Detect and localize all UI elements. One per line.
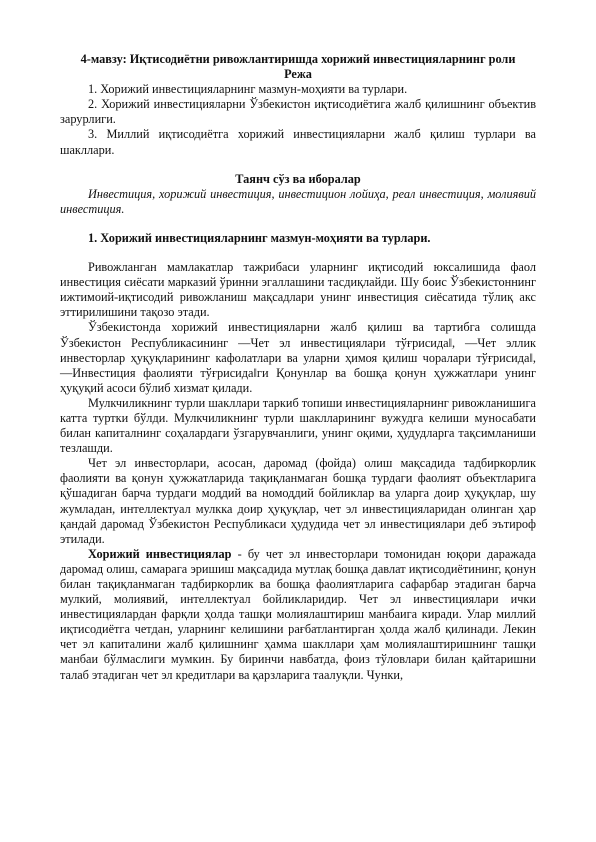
plan-heading: Режа — [284, 67, 312, 82]
paragraph-2: Ўзбекистонда хорижий инвестицияларни жалб қилиш ва тартибга солишда Ўзбекистон Республикасининг ―Чет эл инвестициялари тўғрисида‖, ―Чет эллик инвесторлар ҳуқуқларининг кафолатлари ва уларни ҳимоя қилиш чоралари тўғрисида‖, ―Инвестиция фаолияти тўғрисида‖ги Қонунлар ва бошқа қонун ҳужжатлари унинг ҳуқуқий асоси бўлиб хизмат қилади. — [60, 320, 536, 395]
definition-text: - бу чет эл инвесторлари томонидан юқори даражада даромад олиш, самарага эришиш мақсадида мутлақ бошқа давлат иқтисодиётининг, қонун билан тақиқланмаган тадбиркорлик ва бошқа фаолиятларига сафарбар этадиган барча мулкий, молиявий, интеллектуал бойликларидир. Чет эл инвестициялари ички инвестициялардан фарқли ҳолда ташқи молиялаштириш манбаига киради. Улар миллий иқтисодиётга четдан, уларнинг келишини рағбатлантирган ҳолда жалб қилинади. Лекин чет эл капиталини жалб қилишнинг ҳамма шакллари ҳам молиялаштиришнинг ташқи манбаи бўлмаслиги мумкин. Бу биринчи навбатда, фоиз тўловлари билан қайтаришни талаб этадиган чет эл кредитлари ва қарзларига таалуқли. Чунки, — [60, 546, 536, 682]
paragraph-1: Ривожланган мамлакатлар тажрибаси уларнинг иқтисодий юксалишида фаол инвестиция сиёсати марказий ўринни эгаллашини тасдиқлайди. Шу боис Ўзбекистоннинг ижтимоий-иқтисодий ривожланиш мақсадлари унинг инвестиция сиёсатида тўлиқ акс эттирилишини тақозо этади. — [60, 260, 536, 320]
paragraph-5 — [60, 547, 536, 683]
document-title: 4-мавзу: Иқтисодиётни ривожлантиришда хорижий инвестицияларнинг роли — [80, 52, 516, 66]
plan-item-3: 3. Миллий иқтисодиётга хорижий инвестицияларни жалб қилиш турлари ва шакллари. — [60, 127, 536, 157]
paragraph-4: Чет эл инвесторлари, асосан, даромад (фойда) олиш мақсадида тадбиркорлик фаолияти ва қонун ҳужжатларида тақиқланмаган бошқа турдаги фаолият объектларига қўшадиган барча турдаги моддий ва номоддий бойликлар ва уларга доир ҳуқуқлар, шу жумладан, интеллектуал мулкка доир ҳуқуқлар, чет эл инвестицияларидан олинган ҳар қандай даромад Ўзбекистон Республикаси ҳудудида чет эл инвестициялари деб эътироф этилади. — [60, 456, 536, 546]
document-page — [60, 52, 536, 683]
section-heading: 1. Хорижий инвестицияларнинг мазмун-моҳияти ва турлари. — [88, 230, 431, 245]
paragraph-3: Мулкчиликнинг турли шакллари таркиб топиши инвестицияларнинг ривожланишига катта туртки бўлди. Мулкчиликнинг турли шаклларининг вужудга келиши муносабати билан капиталнинг соҳалардаги ўзгарувчанлиги, унинг оқими, ҳудудларга тақсимланиши тезлашди. — [60, 395, 537, 456]
plan-item-1: 1. Хорижий инвестицияларнинг мазмун-моҳияти ва турлари. — [88, 82, 408, 97]
plan-item-2: 2. Хорижий инвестицияларни Ўзбекистон иқтисодиётига жалб қилишнинг объектив зарурлиги. — [60, 97, 536, 127]
keywords-heading: Таянч сўз ва иборалар — [235, 171, 361, 186]
definition-term: Хорижий инвестициялар — [88, 546, 232, 561]
keywords-text: Инвестиция, хорижий инвестиция, инвестицион лойиҳа, реал инвестиция, молиявий инвестиция. — [60, 186, 536, 216]
